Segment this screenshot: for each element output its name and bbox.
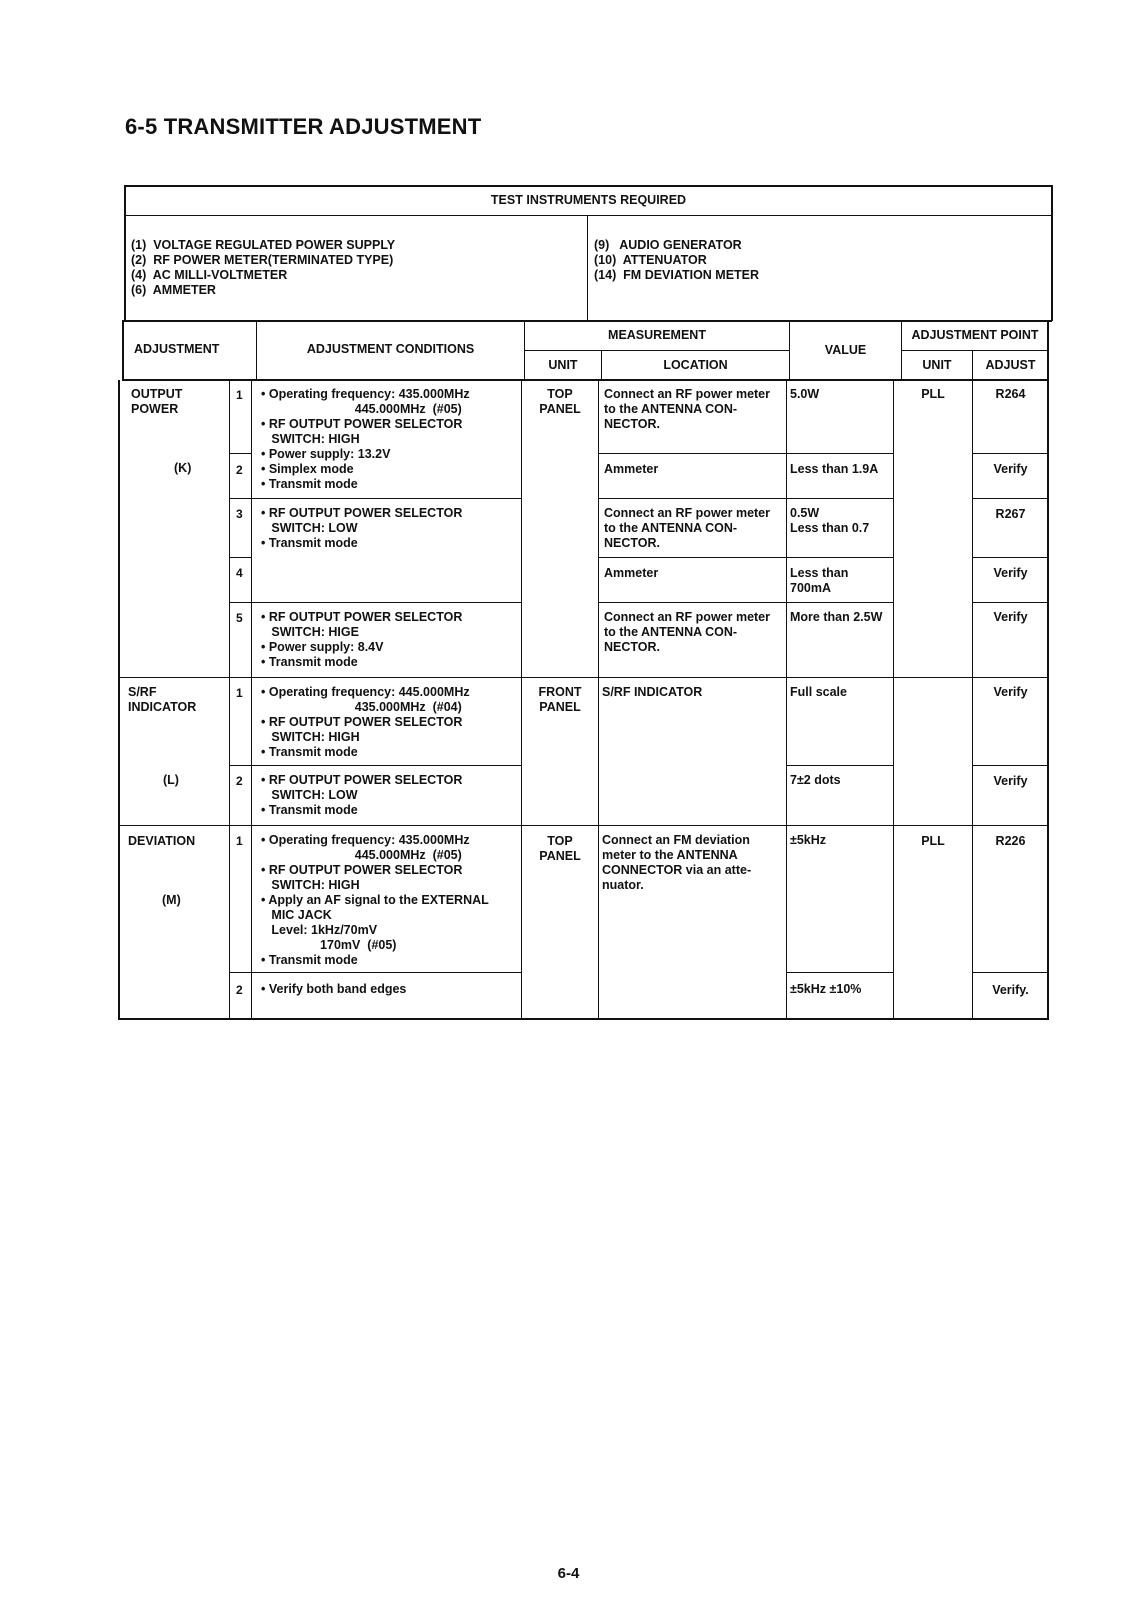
- adjust-point: Verify: [993, 566, 1028, 580]
- measurement-value: ±5kHz: [790, 833, 827, 847]
- adjust-point: Verify: [993, 774, 1028, 788]
- adjust-point: Verify: [993, 462, 1028, 476]
- step-number: 2: [236, 463, 243, 477]
- measurement-value: Full scale: [790, 685, 847, 699]
- measurement-location: Connect an RF power meter to the ANTENNA CON- NECTOR.: [604, 610, 770, 654]
- measurement-value: More than 2.5W: [790, 610, 883, 624]
- adjust-point: R264: [995, 387, 1026, 401]
- adjust-point: Verify: [993, 610, 1028, 624]
- group-adjustment-point-unit: PLL: [921, 834, 945, 848]
- step-number: 4: [236, 566, 243, 580]
- group-name: OUTPUT POWER: [131, 387, 183, 416]
- group-measurement-unit: TOP PANEL: [539, 387, 581, 416]
- measurement-value: 5.0W: [790, 387, 820, 401]
- instruments-left-list: (1) VOLTAGE REGULATED POWER SUPPLY (2) RF POWER METER(TERMINATED TYPE) (4) AC MILLI-VOLTMETER (6) AMMETER: [131, 238, 396, 297]
- group-adjustment-point-unit: PLL: [921, 387, 945, 401]
- step-conditions: • Operating frequency: 435.000MHz 445.000MHz (#05) • RF OUTPUT POWER SELECTOR SWITCH: HIGH • Apply an AF signal to the EXTERNAL MIC JACK Level: 1kHz/70mV 170mV (#05) • Transmit mode: [261, 833, 489, 967]
- measurement-value: 7±2 dots: [790, 773, 841, 787]
- group-name: DEVIATION: [128, 834, 196, 848]
- header-adjustment-conditions: ADJUSTMENT CONDITIONS: [306, 342, 475, 356]
- page-number: 6-4: [557, 1565, 580, 1582]
- measurement-location: Connect an RF power meter to the ANTENNA CON- NECTOR.: [604, 506, 770, 550]
- measurement-value: Less than 700mA: [790, 566, 849, 595]
- header-measurement: MEASUREMENT: [608, 328, 706, 342]
- step-number: 2: [236, 774, 243, 788]
- step-conditions: • Verify both band edges: [261, 982, 407, 996]
- step-number: 1: [236, 686, 243, 700]
- adjust-point: R267: [995, 507, 1026, 521]
- measurement-location: S/RF INDICATOR: [602, 685, 703, 699]
- header-adjustment-point-adjust: ADJUST: [985, 358, 1036, 372]
- step-conditions: • Simplex mode • Transmit mode: [261, 462, 358, 491]
- group-code: (L): [163, 773, 179, 787]
- header-adjustment-point-unit: UNIT: [922, 358, 952, 372]
- page-title: 6-5 TRANSMITTER ADJUSTMENT: [125, 114, 482, 139]
- header-location: LOCATION: [663, 358, 728, 372]
- group-code: (M): [162, 893, 181, 907]
- measurement-location: Ammeter: [604, 462, 659, 476]
- group-name: S/RF INDICATOR: [128, 685, 197, 714]
- measurement-value: ±5kHz ±10%: [790, 982, 862, 996]
- step-number: 2: [236, 983, 243, 997]
- step-conditions: • RF OUTPUT POWER SELECTOR SWITCH: HIGE • Power supply: 8.4V • Transmit mode: [261, 610, 463, 669]
- instruments-right-list: (9) AUDIO GENERATOR (10) ATTENUATOR (14) FM DEVIATION METER: [594, 238, 760, 282]
- measurement-location: Ammeter: [604, 566, 659, 580]
- adjust-point: Verify.: [992, 983, 1029, 997]
- step-conditions: • Operating frequency: 435.000MHz 445.000MHz (#05) • RF OUTPUT POWER SELECTOR SWITCH: HIGH • Power supply: 13.2V: [261, 387, 470, 461]
- measurement-value: Less than 1.9A: [790, 462, 879, 476]
- step-conditions: • RF OUTPUT POWER SELECTOR SWITCH: LOW • Transmit mode: [261, 506, 463, 550]
- adjust-point: Verify: [993, 685, 1028, 699]
- step-conditions: • Operating frequency: 445.000MHz 435.000MHz (#04) • RF OUTPUT POWER SELECTOR SWITCH: HIGH • Transmit mode: [261, 685, 470, 759]
- group-code: (K): [174, 461, 192, 475]
- group-measurement-unit: TOP PANEL: [539, 834, 581, 863]
- group-measurement-unit: FRONT PANEL: [538, 685, 582, 714]
- header-value: VALUE: [824, 343, 867, 357]
- adjust-point: R226: [995, 834, 1026, 848]
- measurement-location: Connect an RF power meter to the ANTENNA CON- NECTOR.: [604, 387, 770, 431]
- measurement-value: 0.5W Less than 0.7: [790, 506, 870, 535]
- measurement-location: Connect an FM deviation meter to the ANTENNA CONNECTOR via an atte- nuator.: [602, 833, 752, 892]
- step-number: 5: [236, 611, 243, 625]
- step-number: 1: [236, 388, 243, 402]
- step-number: 3: [236, 507, 243, 521]
- instruments-header: TEST INSTRUMENTS REQUIRED: [490, 193, 687, 207]
- header-measurement-unit: UNIT: [548, 358, 578, 372]
- step-conditions: • RF OUTPUT POWER SELECTOR SWITCH: LOW • Transmit mode: [261, 773, 463, 817]
- header-adjustment-point: ADJUSTMENT POINT: [911, 328, 1039, 342]
- step-number: 1: [236, 834, 243, 848]
- header-adjustment: ADJUSTMENT: [134, 342, 220, 356]
